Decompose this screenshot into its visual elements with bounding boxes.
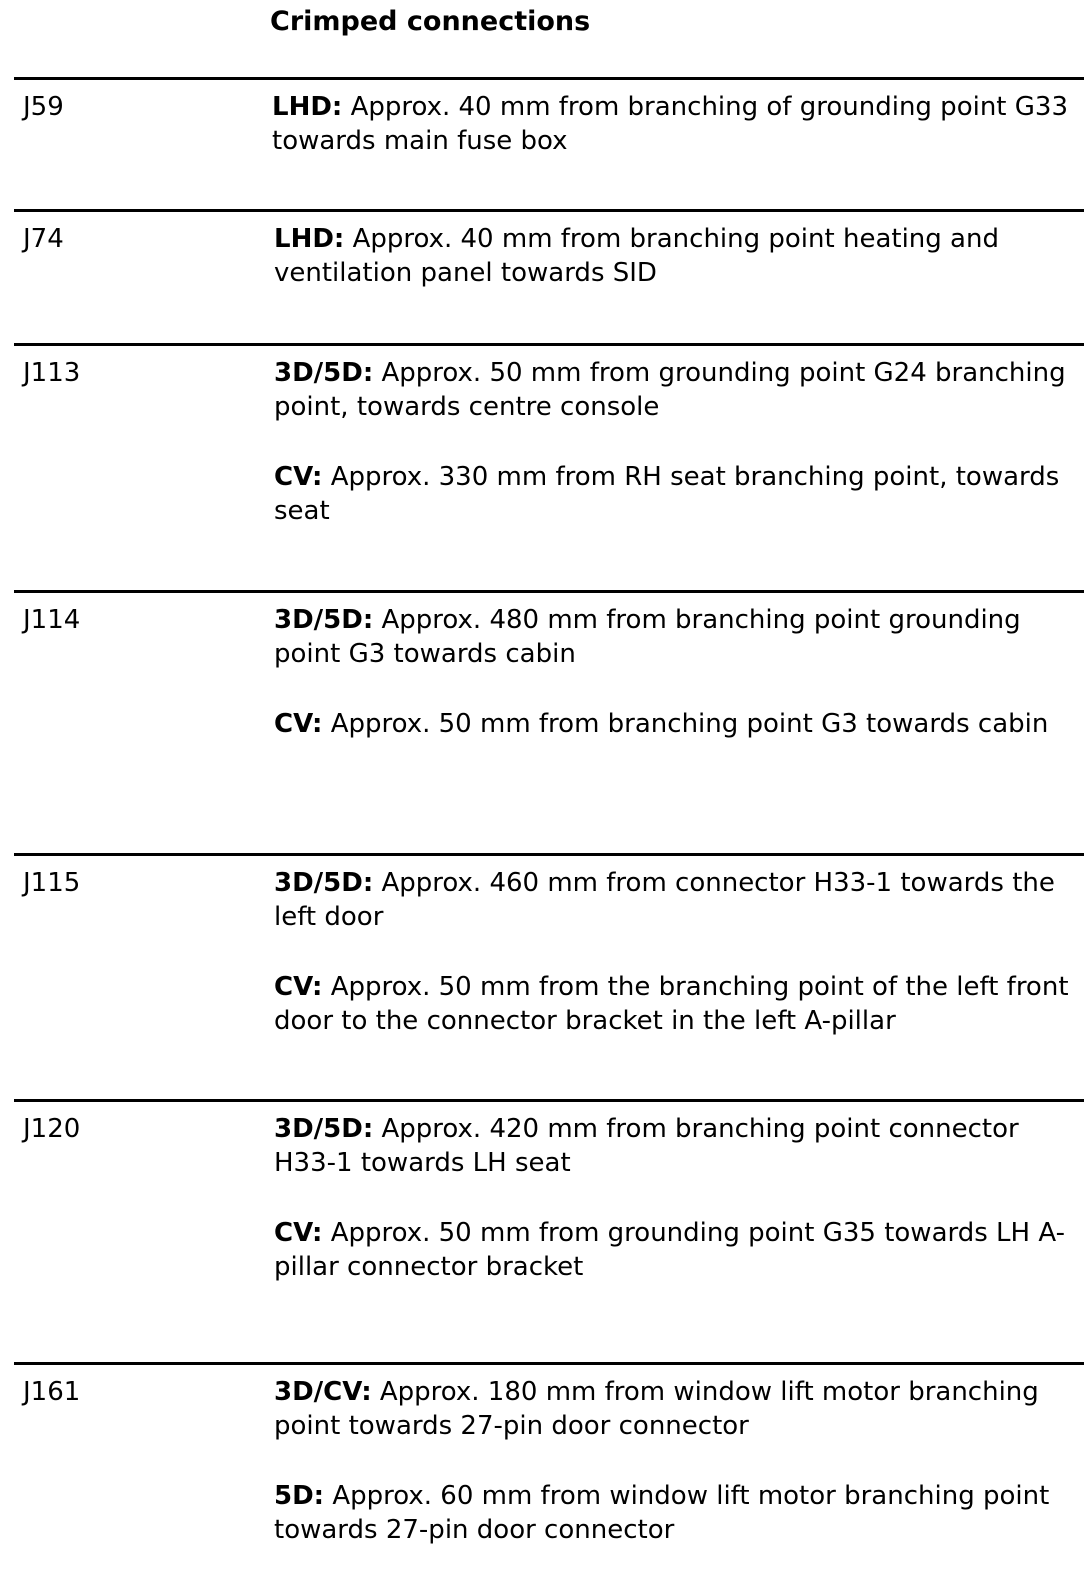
description-text: Approx. 50 mm from branching point G3 towards cabin	[322, 709, 1049, 739]
description-paragraph	[274, 356, 1084, 424]
variant-label: CV:	[274, 709, 323, 739]
connection-id: J74	[23, 224, 64, 254]
page-title: Crimped connections	[270, 6, 591, 37]
connection-id: J114	[23, 605, 81, 635]
variant-label: LHD:	[272, 92, 343, 122]
description-text: Approx. 330 mm from RH seat branching point, towards seat	[274, 462, 1060, 526]
variant-label: 3D/5D:	[274, 605, 374, 635]
description-paragraph	[274, 222, 1084, 290]
description-text: Approx. 480 mm from branching point grounding point G3 towards cabin	[274, 605, 1021, 669]
table-row	[14, 1362, 1084, 1545]
description-text: Approx. 40 mm from branching of grounding point G33 towards main fuse box	[272, 92, 1068, 156]
description-text: Approx. 50 mm from grounding point G35 towards LH A-pillar connector bracket	[274, 1218, 1065, 1282]
table-row	[14, 209, 1084, 288]
description-paragraph	[272, 90, 1082, 158]
description-paragraph	[274, 1216, 1084, 1284]
connection-id: J161	[23, 1377, 81, 1407]
connection-id: J59	[23, 92, 64, 122]
variant-label: CV:	[274, 1218, 323, 1248]
variant-label: 5D:	[274, 1481, 325, 1511]
description-text: Approx. 50 mm from grounding point G24 branching point, towards centre console	[274, 358, 1066, 422]
variant-label: 3D/5D:	[274, 358, 374, 388]
description-text: Approx. 60 mm from window lift motor branching point towards 27-pin door connector	[274, 1481, 1050, 1545]
description-paragraph	[274, 866, 1084, 934]
description-text: Approx. 460 mm from connector H33-1 towards the left door	[274, 868, 1055, 932]
connection-id: J113	[23, 358, 81, 388]
description-paragraph	[274, 1479, 1084, 1547]
connection-id: J115	[23, 868, 81, 898]
description-text: Approx. 420 mm from branching point connector H33-1 towards LH seat	[274, 1114, 1019, 1178]
connection-description	[274, 356, 1084, 528]
description-text: Approx. 40 mm from branching point heating and ventilation panel towards SID	[274, 224, 999, 288]
variant-label: 3D/5D:	[274, 1114, 374, 1144]
table-row	[14, 590, 1084, 739]
connection-description	[274, 603, 1084, 741]
variant-label: 3D/CV:	[274, 1377, 372, 1407]
description-paragraph	[274, 460, 1084, 528]
table-row	[14, 77, 1084, 156]
description-text: Approx. 180 mm from window lift motor branching point towards 27-pin door connector	[274, 1377, 1039, 1441]
description-paragraph	[274, 1112, 1084, 1180]
table-row	[14, 853, 1084, 1036]
connection-id: J120	[23, 1114, 81, 1144]
variant-label: 3D/5D:	[274, 868, 374, 898]
description-paragraph	[274, 603, 1084, 671]
description-paragraph	[274, 970, 1084, 1038]
connection-description	[274, 1112, 1084, 1284]
connection-description	[272, 90, 1082, 158]
connection-description	[274, 866, 1084, 1038]
connection-description	[274, 1375, 1084, 1547]
variant-label: CV:	[274, 972, 323, 1002]
variant-label: LHD:	[274, 224, 345, 254]
table-row	[14, 343, 1084, 526]
description-paragraph	[274, 1375, 1084, 1443]
table-row	[14, 1099, 1084, 1282]
description-paragraph	[274, 707, 1084, 741]
variant-label: CV:	[274, 462, 323, 492]
connection-description	[274, 222, 1084, 290]
description-text: Approx. 50 mm from the branching point of the left front door to the connector bracket in the left A-pillar	[274, 972, 1069, 1036]
